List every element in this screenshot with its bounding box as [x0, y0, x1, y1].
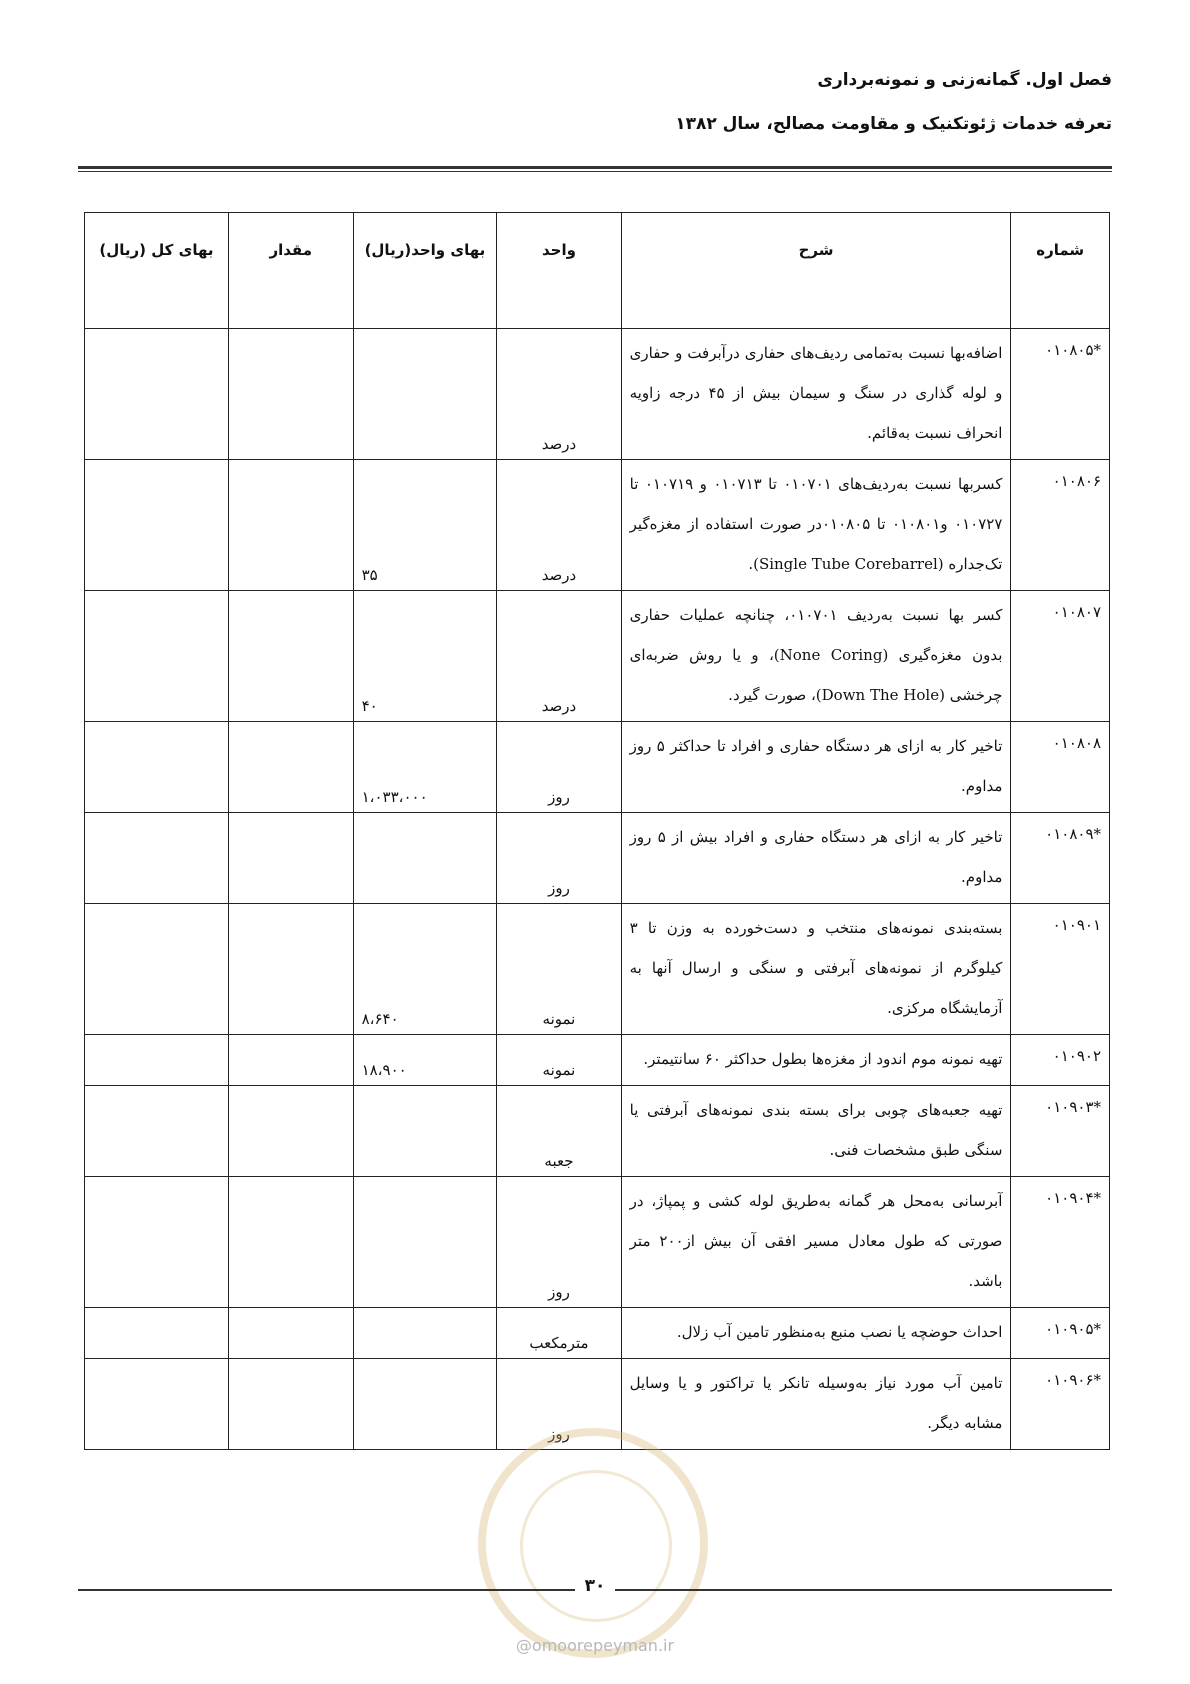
website-watermark: @omoorepeyman.ir: [515, 1636, 675, 1655]
item-description: آبرسانی به‌محل هر گمانه به‌طریق لوله کشی و پمپاژ، در صورتی که طول معادل مسیر افقی آن بیش از۲۰۰ متر باشد.: [621, 1177, 1011, 1308]
item-description: اضافه‌بها نسبت به‌تمامی ردیف‌های حفاری درآبرفت و حفاری و لوله گذاری در سنگ و سیمان بیش از ۴۵ درجه زاویه انحراف نسبت به‌قائم.: [621, 329, 1011, 460]
item-code: ۰۱۰۸۰۷: [1011, 591, 1110, 722]
item-total-price: [85, 904, 229, 1035]
table-body: [85, 329, 1110, 1450]
item-total-price: [85, 1086, 229, 1177]
tariff-table: [84, 212, 1110, 1450]
item-unit-price: [353, 329, 497, 460]
item-total-price: [85, 813, 229, 904]
item-description: کسر بها نسبت به‌ردیف ۰۱۰۷۰۱، چنانچه عملیات حفاری بدون مغزه‌گیری (None Coring)، و یا روش ضربه‌ای چرخشی (Down The Hole)، صورت گیرد.: [621, 591, 1011, 722]
item-unit: درصد: [497, 329, 621, 460]
document-title: تعرفه خدمات ژئوتکنیک و مقاومت مصالح، سال ۱۳۸۲: [675, 114, 1112, 134]
item-quantity: [228, 904, 353, 1035]
item-quantity: [228, 460, 353, 591]
item-unit: نمونه: [497, 1035, 621, 1086]
column-header-description: شرح: [621, 213, 1011, 329]
item-total-price: [85, 329, 229, 460]
item-total-price: [85, 591, 229, 722]
item-unit-price: ۱،۰۳۳،۰۰۰: [353, 722, 497, 813]
table-row: [85, 1086, 1110, 1177]
item-unit: روز: [497, 722, 621, 813]
item-total-price: [85, 722, 229, 813]
item-quantity: [228, 813, 353, 904]
table-row: [85, 591, 1110, 722]
table-row: [85, 460, 1110, 591]
table-row: [85, 813, 1110, 904]
item-unit-price: ۴۰: [353, 591, 497, 722]
item-total-price: [85, 1035, 229, 1086]
table-header-row: [85, 213, 1110, 329]
column-header-quantity: مقدار: [228, 213, 353, 329]
item-description: کسربها نسبت به‌ردیف‌های ۰۱۰۷۰۱ تا ۰۱۰۷۱۳ و ۰۱۰۷۱۹ تا ۰۱۰۷۲۷ و۰۱۰۸۰۱ تا ۰۱۰۸۰۵در صورت استفاده از مغزه‌گیر تک‌جداره (Single Tube Corebarrel).: [621, 460, 1011, 591]
item-unit-price: [353, 813, 497, 904]
table-row: [85, 1308, 1110, 1359]
watermark-seal-inner: [520, 1470, 672, 1622]
item-unit: نمونه: [497, 904, 621, 1035]
table-row: [85, 722, 1110, 813]
item-unit-price: [353, 1359, 497, 1450]
item-unit-price: [353, 1086, 497, 1177]
item-code: *۰۱۰۹۰۶: [1011, 1359, 1110, 1450]
table-row: [85, 1177, 1110, 1308]
item-description: تهیه جعبه‌های چوبی برای بسته بندی نمونه‌های آبرفتی یا سنگی طبق مشخصات فنی.: [621, 1086, 1011, 1177]
item-quantity: [228, 329, 353, 460]
item-total-price: [85, 1308, 229, 1359]
item-code: *۰۱۰۹۰۳: [1011, 1086, 1110, 1177]
item-unit: روز: [497, 813, 621, 904]
item-quantity: [228, 1308, 353, 1359]
item-code: ۰۱۰۹۰۲: [1011, 1035, 1110, 1086]
item-code: *۰۱۰۹۰۵: [1011, 1308, 1110, 1359]
header-rule: [78, 166, 1112, 169]
table-row: [85, 1035, 1110, 1086]
item-unit: مترمکعب: [497, 1308, 621, 1359]
item-quantity: [228, 1035, 353, 1086]
item-description: تاخیر کار به ازای هر دستگاه حفاری و افراد تا حداکثر ۵ روز مداوم.: [621, 722, 1011, 813]
item-code: *۰۱۰۸۰۵: [1011, 329, 1110, 460]
item-description: تهیه نمونه موم اندود از مغزه‌ها بطول حداکثر ۶۰ سانتیمتر.: [621, 1035, 1011, 1086]
item-code: *۰۱۰۹۰۴: [1011, 1177, 1110, 1308]
item-unit-price: [353, 1308, 497, 1359]
watermark-seal: [478, 1428, 708, 1658]
item-description: احداث حوضچه یا نصب منبع به‌منظور تامین آب زلال.: [621, 1308, 1011, 1359]
item-description: تامین آب مورد نیاز به‌وسیله تانکر یا تراکتور و یا وسایل مشابه دیگر.: [621, 1359, 1011, 1450]
table-row: [85, 904, 1110, 1035]
item-total-price: [85, 1359, 229, 1450]
column-header-code: شماره: [1011, 213, 1110, 329]
column-header-unit: واحد: [497, 213, 621, 329]
column-header-unit-price: بهای واحد(ریال): [353, 213, 497, 329]
item-unit-price: ۸،۶۴۰: [353, 904, 497, 1035]
item-description: بسته‌بندی نمونه‌های منتخب و دست‌خورده به وزن تا ۳ کیلوگرم از نمونه‌های آبرفتی و سنگی و ارسال آنها به آزمایشگاه مرکزی.: [621, 904, 1011, 1035]
item-total-price: [85, 1177, 229, 1308]
item-total-price: [85, 460, 229, 591]
item-unit-price: ۱۸،۹۰۰: [353, 1035, 497, 1086]
page-number: ۳۰: [575, 1576, 615, 1596]
item-code: ۰۱۰۸۰۶: [1011, 460, 1110, 591]
column-header-total-price: بهای کل (ریال): [85, 213, 229, 329]
table-row: [85, 329, 1110, 460]
item-quantity: [228, 1359, 353, 1450]
item-unit-price: ۳۵: [353, 460, 497, 591]
item-unit: روز: [497, 1359, 621, 1450]
item-quantity: [228, 722, 353, 813]
item-quantity: [228, 591, 353, 722]
item-unit: درصد: [497, 460, 621, 591]
item-unit-price: [353, 1177, 497, 1308]
item-unit: جعبه: [497, 1086, 621, 1177]
item-code: *۰۱۰۸۰۹: [1011, 813, 1110, 904]
item-description: تاخیر کار به ازای هر دستگاه حفاری و افراد بیش از ۵ روز مداوم.: [621, 813, 1011, 904]
item-unit: درصد: [497, 591, 621, 722]
page-header: [78, 70, 1112, 134]
item-code: ۰۱۰۹۰۱: [1011, 904, 1110, 1035]
header-rule-thin: [78, 171, 1112, 172]
item-quantity: [228, 1177, 353, 1308]
item-quantity: [228, 1086, 353, 1177]
chapter-title: فصل اول. گمانه‌زنی و نمونه‌برداری: [817, 70, 1112, 90]
item-code: ۰۱۰۸۰۸: [1011, 722, 1110, 813]
item-unit: روز: [497, 1177, 621, 1308]
